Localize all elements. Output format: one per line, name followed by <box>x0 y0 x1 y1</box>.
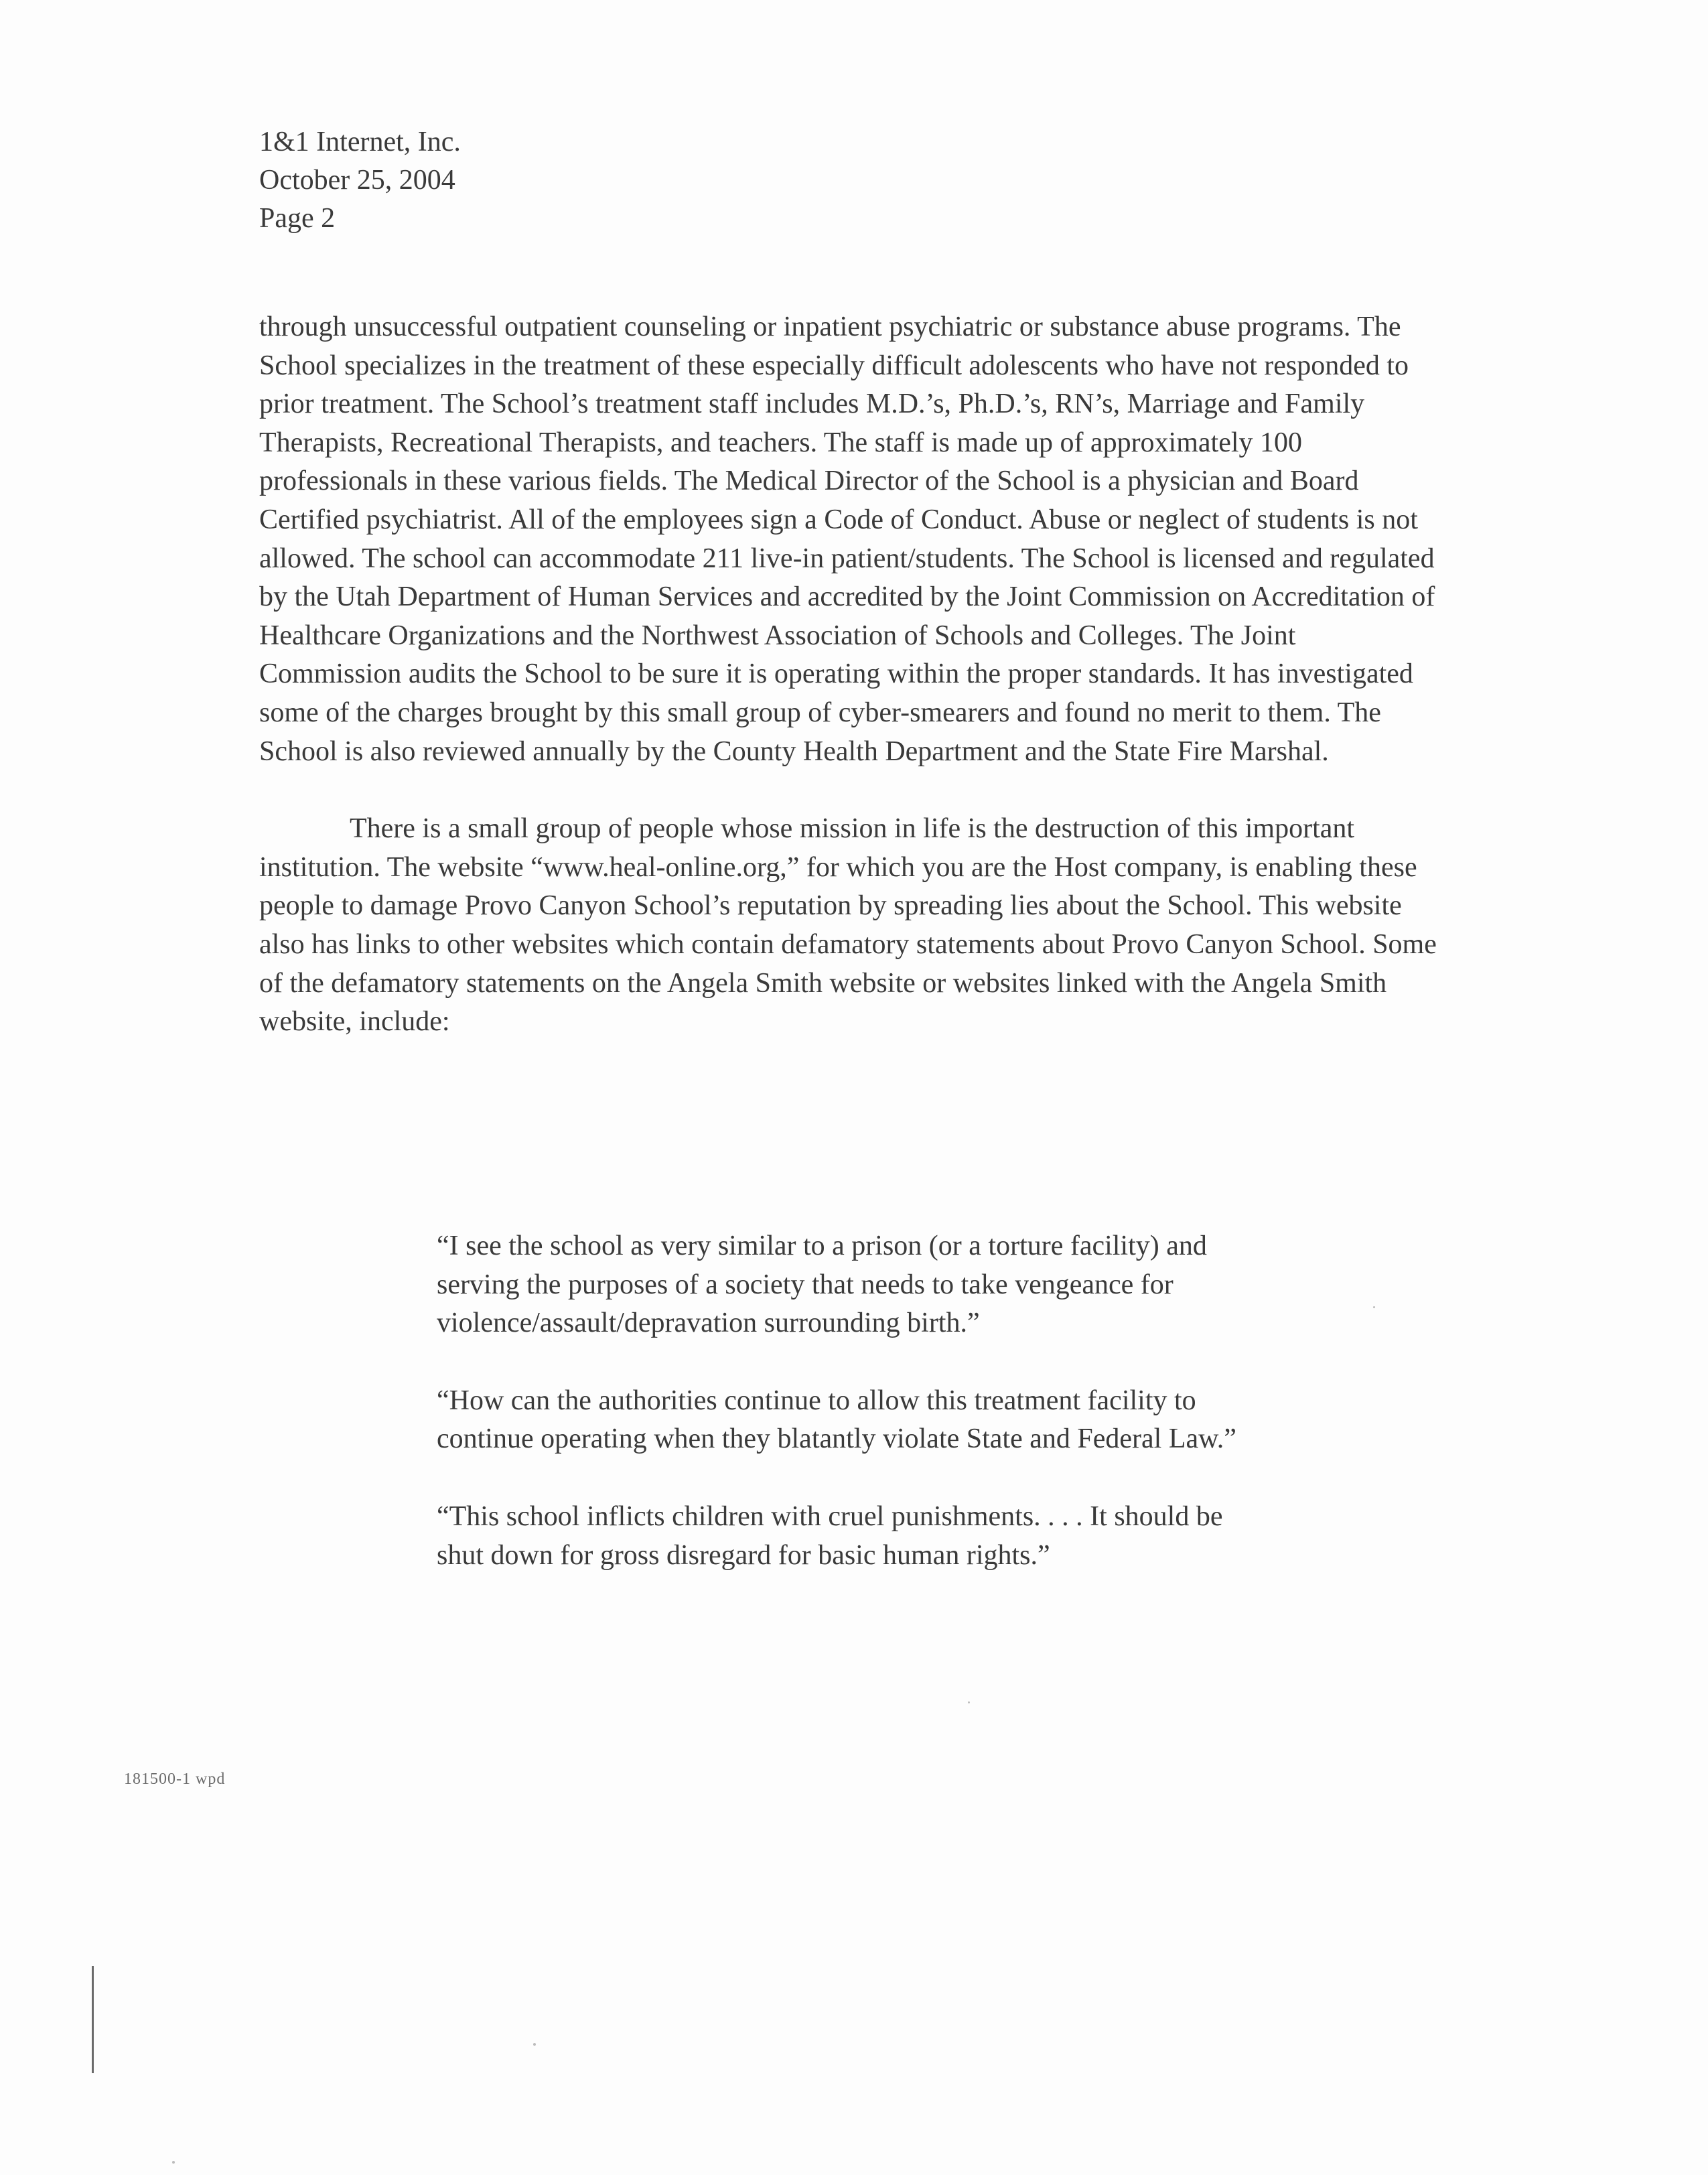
page-number: Page 2 <box>259 203 336 234</box>
scan-speck <box>533 2043 536 2046</box>
scan-speck <box>968 1701 970 1703</box>
letter-body <box>259 308 1445 1080</box>
scan-speck <box>1373 1306 1375 1308</box>
letter-header <box>259 123 461 238</box>
scan-margin-mark <box>92 1966 94 2073</box>
date-line: October 25, 2004 <box>259 165 455 196</box>
document-code: 181500-1 wpd <box>124 1770 226 1788</box>
body-paragraph: There is a small group of people whose mission in life is the destruction of this important institution. The website “www.heal-online.org,” for which you are the Host company, is enabling these people to damage Provo Canyon School’s reputation by spreading lies about the School. This website also has links to other websites which contain defamatory statements about Provo Canyon School. Some of the defamatory statements on the Angela Smith website or websites linked with the Angela Smith website, include: <box>259 813 1437 1038</box>
block-quote: “How can the authorities continue to allow this treatment facility to continue operating when they blatantly violate State and Federal Law.” <box>437 1385 1236 1455</box>
scan-speck <box>172 2161 175 2164</box>
body-paragraph: through unsuccessful outpatient counseling or inpatient psychiatric or substance abuse programs. The School specializes in the treatment of these especially difficult adolescents who have not responded to prior treatment. The School’s treatment staff includes M.D.’s, Ph.D.’s, RN’s, Marriage and Family Therapists, Recreational Therapists, and teachers. The staff is made up of approximately 100 professionals in these various fields. The Medical Director of the School is a physician and Board Certified psychiatrist. All of the employees sign a Code of Conduct. Abuse or neglect of students is not allowed. The school can accommodate 211 live-in patient/students. The School is licensed and regulated by the Utah Department of Human Services and accredited by the Joint Commission on Accreditation of Healthcare Organizations and the Northwest Association of Schools and Colleges. The Joint Commission audits the School to be sure it is operating within the proper standards. It has investigated some of the charges brought by this small group of cyber-smearers and found no merit to them. The School is also reviewed annually by the County Health Department and the State Fire Marshal. <box>259 311 1435 767</box>
recipient-line: 1&1 Internet, Inc. <box>259 127 461 157</box>
quoted-statements <box>437 1227 1254 1614</box>
block-quote: “This school inflicts children with cruel punishments. . . . It should be shut down for gross disregard for basic human rights.” <box>437 1500 1223 1571</box>
block-quote: “I see the school as very similar to a prison (or a torture facility) and serving the purposes of a society that needs to take vengeance for violence/assault/depravation surrounding birth.” <box>437 1231 1207 1339</box>
